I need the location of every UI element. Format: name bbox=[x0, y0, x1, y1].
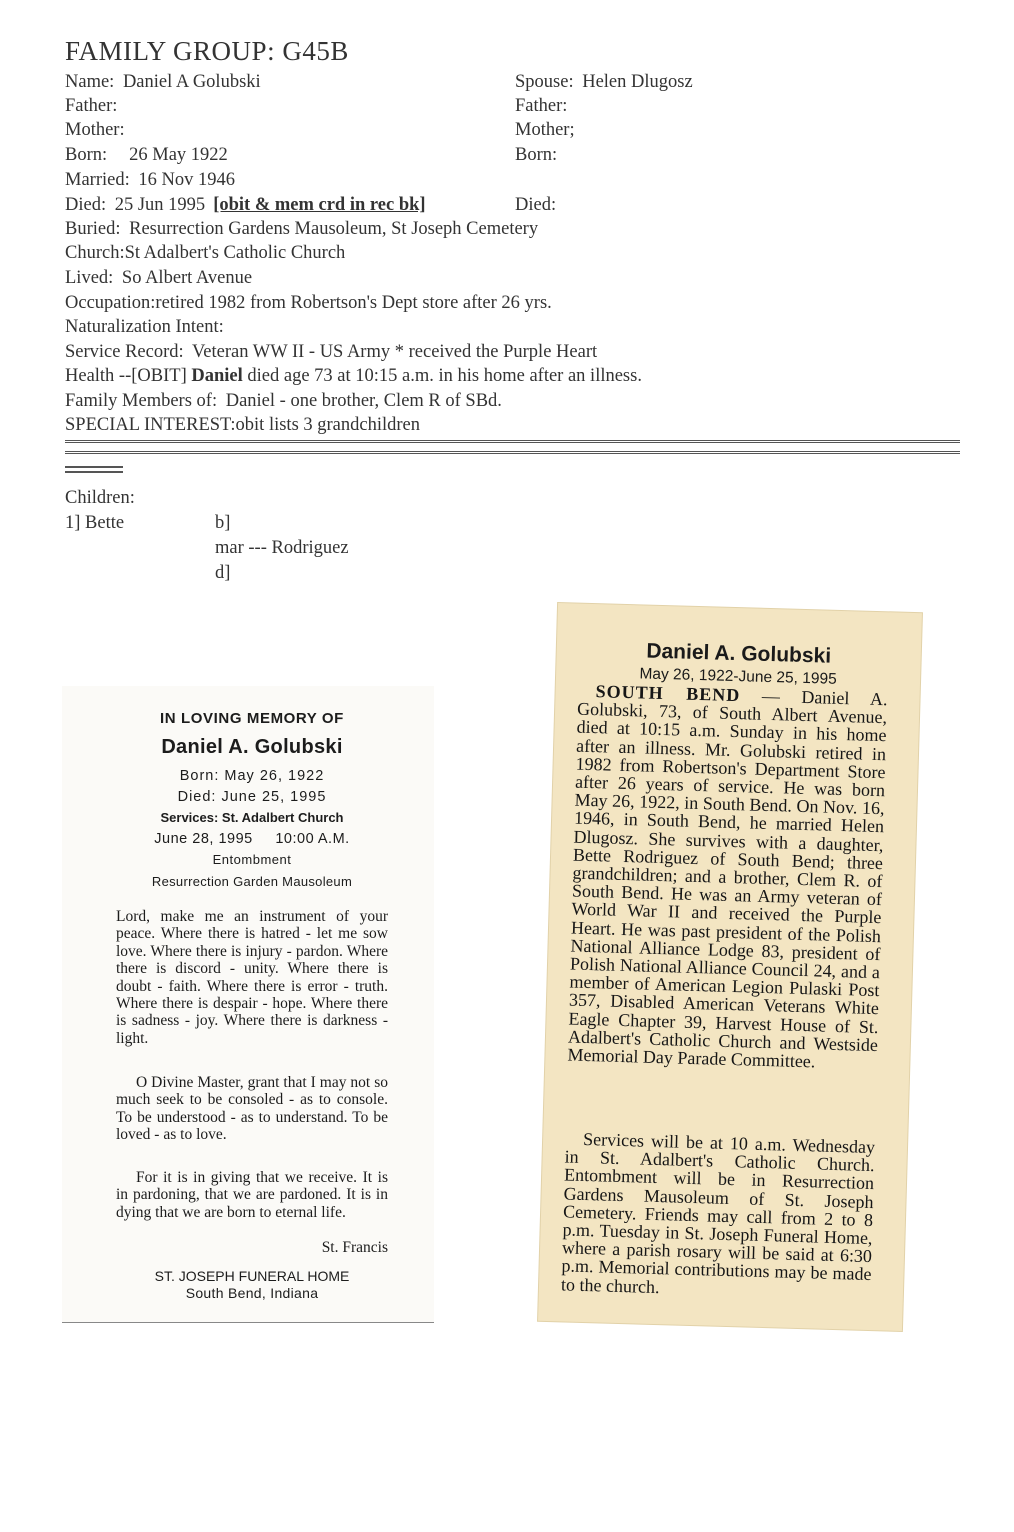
obituary-dateline: SOUTH BEND bbox=[595, 681, 741, 706]
obituary-paragraph-2: Services will be at 10 a.m. Wednesday in St. Adalbert's Catholic Church. Entombment will be in Resurrection Gardens Mausoleum of St. Joseph Cemetery. Friends may call from 2 to 8 p.m. Tuesday in St. Joseph Funeral Home, where a parish rosary will be said at 6:30 p.m. Memorial contributions may be made to the church. bbox=[560, 1128, 876, 1297]
card-services: Services: St. Adalbert Church bbox=[160, 810, 344, 825]
died-line bbox=[65, 193, 426, 217]
service-value: Veteran WW II - US Army * received the Purple Heart bbox=[191, 342, 598, 362]
card-funeral-home: ST. JOSEPH FUNERAL HOME bbox=[154, 1268, 350, 1284]
spouse-died-label: Died: bbox=[515, 195, 557, 215]
occupation-value: retired 1982 from Robertson's Dept store after 26 yrs. bbox=[155, 293, 552, 313]
card-born: Born: May 26, 1922 bbox=[179, 768, 325, 784]
card-mausoleum: Resurrection Garden Mausoleum bbox=[151, 874, 353, 889]
card-prayer-2: O Divine Master, grant that I may not so much seek to be consoled - as to console. To be understood - as to understand. To be loved - as to love. bbox=[116, 1074, 388, 1144]
separator-rule-tail bbox=[65, 466, 123, 473]
name-line bbox=[65, 70, 261, 94]
born-line bbox=[65, 143, 228, 167]
card-signature: St. Francis bbox=[321, 1239, 388, 1256]
family-line bbox=[65, 389, 502, 413]
father-line bbox=[65, 94, 117, 118]
church-value: St Adalbert's Catholic Church bbox=[124, 243, 346, 263]
obituary-clipping bbox=[538, 603, 922, 1331]
mother-line bbox=[65, 118, 125, 142]
buried-line bbox=[65, 217, 538, 241]
died-value: 25 Jun 1995 bbox=[114, 195, 206, 215]
family-value: Daniel - one brother, Clem R of SBd. bbox=[225, 391, 502, 411]
lived-label: Lived: bbox=[65, 268, 114, 288]
married-label: Married: bbox=[65, 170, 130, 190]
lived-line bbox=[65, 266, 252, 290]
name-label: Name: bbox=[65, 72, 115, 92]
occupation-label: Occupation: bbox=[65, 293, 156, 313]
married-value: 16 Nov 1946 bbox=[138, 170, 235, 190]
health-name: Daniel bbox=[191, 366, 243, 386]
obituary-body-1: — Daniel A. Golubski, 73, of South Albert Avenue, died at 10:15 a.m. Sunday in his home after an illness. Mr. Golubski retired in 1982 from Robertson's Department Store after 26 years of service. He was born May 26, 1922, in South Bend. On Nov. 16, 1946, in South Bend, he married Helen Dlugosz. She survives with a daughter, Bette Rodriguez of South Bend; three grandchildren; and a brother, Clem R. of South Bend. He was an Army veteran of World War II and received the Purple Heart. He was past president of the Polish National Alliance Lodge 83, president of Polish National Alliance Council 24, and a member of American Legion Pulaski Post 357, Disabled American Veterans White Eagle Chapter 39, Harvest House of St. Adalbert's Catholic Church and Westside Memorial Day Parade Committee. bbox=[567, 685, 888, 1072]
name-value: Daniel A Golubski bbox=[122, 72, 261, 92]
church-line bbox=[65, 241, 345, 265]
spouse-father-label: Father: bbox=[515, 96, 568, 116]
page-title: FAMILY GROUP: G45B bbox=[65, 36, 349, 66]
spouse-father-line bbox=[515, 94, 567, 118]
spouse-mother-line bbox=[515, 118, 575, 142]
buried-label: Buried: bbox=[65, 219, 121, 239]
born-label: Born: bbox=[65, 145, 108, 165]
card-entombment: Entombment bbox=[212, 852, 292, 867]
card-heading: IN LOVING MEMORY OF bbox=[160, 710, 344, 727]
special-label: SPECIAL INTEREST: bbox=[65, 415, 236, 435]
family-label: Family Members of: bbox=[65, 391, 218, 411]
health-label: Health --[OBIT] bbox=[65, 366, 187, 386]
occupation-line bbox=[65, 291, 552, 315]
child-name: 1] Bette bbox=[65, 513, 125, 533]
spouse-line bbox=[515, 70, 693, 94]
child-born: b] bbox=[215, 513, 231, 533]
card-died: Died: June 25, 1995 bbox=[177, 789, 327, 805]
obituary-headline: Daniel A. Golubski bbox=[646, 639, 832, 668]
obit-record-note: [obit & mem crd in rec bk] bbox=[213, 195, 426, 215]
health-value: died age 73 at 10:15 a.m. in his home after an illness. bbox=[247, 366, 642, 386]
child-married: mar --- Rodriguez bbox=[215, 538, 349, 558]
father-label: Father: bbox=[65, 96, 118, 116]
card-prayer-3: For it is in giving that we receive. It is in pardoning, that we are pardoned. It is in dying that we are born to eternal life. bbox=[116, 1169, 388, 1221]
card-name: Daniel A. Golubski bbox=[161, 736, 343, 758]
lived-value: So Albert Avenue bbox=[121, 268, 253, 288]
service-line bbox=[65, 340, 597, 364]
naturalization-label: Naturalization Intent: bbox=[65, 317, 224, 337]
service-label: Service Record: bbox=[65, 342, 184, 362]
married-line bbox=[65, 168, 235, 192]
card-datetime: June 28, 1995 10:00 A.M. bbox=[154, 831, 350, 847]
card-prayer-1: Lord, make me an instrument of your peace. Where there is hatred - let me sow love. Where there is injury - pardon. Where there is discord - unity. Where there is doubt - faith. Where there is error - truth. Where there is despair - hope. Where there is sadness - joy. Where there is darkness - light. bbox=[116, 908, 388, 1047]
mother-label: Mother: bbox=[65, 120, 125, 140]
naturalization-line bbox=[65, 315, 224, 339]
child-died: d] bbox=[215, 563, 231, 583]
special-value: obit lists 3 grandchildren bbox=[235, 415, 421, 435]
separator-rule bbox=[65, 440, 960, 454]
obituary-dates: May 26, 1922-June 25, 1995 bbox=[639, 665, 837, 688]
memorial-card bbox=[62, 686, 434, 1323]
health-line bbox=[65, 364, 642, 388]
spouse-mother-label: Mother; bbox=[515, 120, 575, 140]
spouse-born-label: Born: bbox=[515, 145, 558, 165]
special-line bbox=[65, 413, 420, 437]
obituary-paragraph-1 bbox=[567, 682, 888, 1073]
children-label: Children: bbox=[65, 488, 135, 508]
church-label: Church: bbox=[65, 243, 125, 263]
born-value: 26 May 1922 bbox=[129, 145, 228, 165]
died-label: Died: bbox=[65, 195, 107, 215]
card-city: South Bend, Indiana bbox=[185, 1285, 319, 1301]
spouse-born-line bbox=[515, 143, 557, 167]
spouse-value: Helen Dlugosz bbox=[582, 72, 693, 92]
spouse-died-line bbox=[515, 193, 556, 217]
buried-value: Resurrection Gardens Mausoleum, St Joseph Cemetery bbox=[129, 219, 539, 239]
spouse-label: Spouse: bbox=[515, 72, 574, 92]
